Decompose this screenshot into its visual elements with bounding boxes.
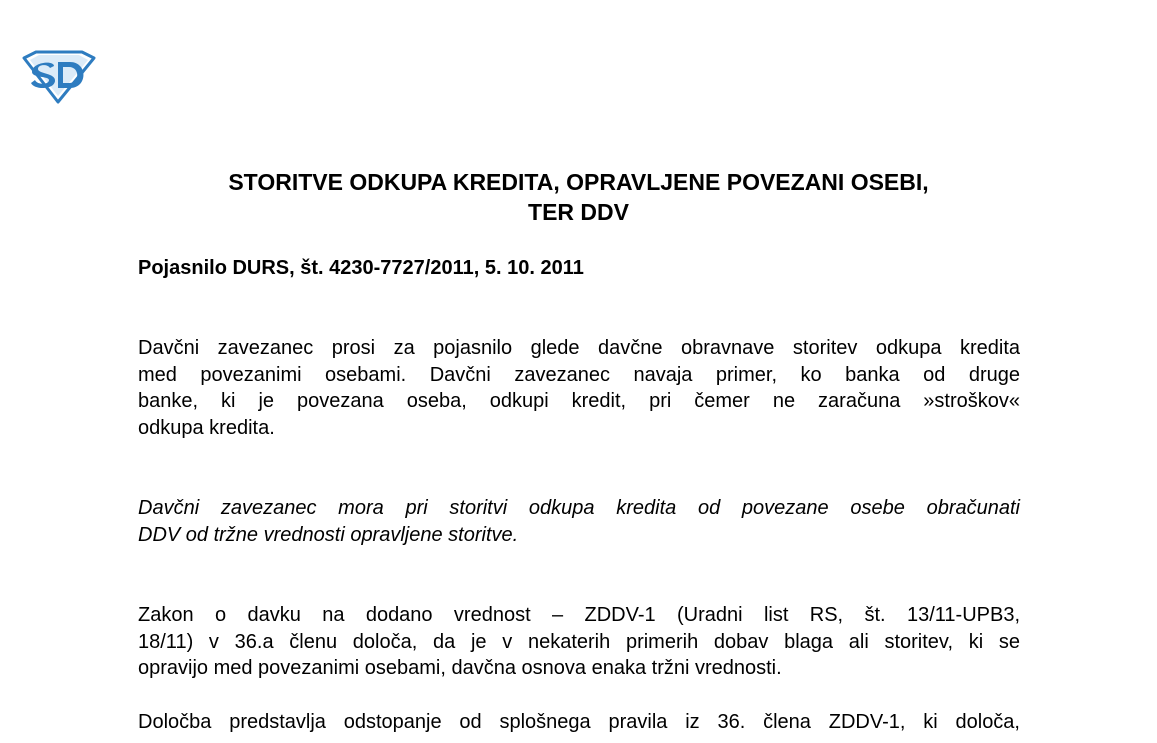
paragraph-line: Zakon o davku na dodano vrednost – ZDDV-1 (Uradni list RS, št. 13/11-UPB3, [138,604,1020,626]
paragraph-line: 18/11) v 36.a členu določa, da je v nekaterih primerih dobav blaga ali storitev, ki se [138,630,1020,653]
intro-paragraph [138,335,1020,441]
document-title [0,167,1157,227]
paragraph-line: Davčni zavezanec prosi za pojasnilo glede davčne obravnave storitev odkupa kredita [138,337,1020,359]
document-reference: Pojasnilo DURS, št. 4230-7727/2011, 5. 10. 2011 [138,257,584,279]
logo [22,50,96,104]
law-paragraph [138,602,1020,682]
provision-paragraph [138,709,1020,736]
title-line: TER DDV [528,199,629,225]
paragraph-line: med povezanimi osebami. Davčni zavezanec navaja primer, ko banka od druge [138,363,1020,386]
paragraph-line: Davčni zavezanec mora pri storitvi odkupa kredita od povezane osebe obračunati [138,497,1020,519]
paragraph-line: Določba predstavlja odstopanje od splošnega pravila iz 36. člena ZDDV-1, ki določa, [138,711,1020,733]
title-line: STORITVE ODKUPA KREDITA, OPRAVLJENE POVEZANI OSEBI, [228,169,929,195]
paragraph-line: banke, ki je povezana oseba, odkupi kredit, pri čemer ne zaračuna »stroškov« [138,390,1020,412]
paragraph-line: DDV od tržne vrednosti opravljene storitve. [138,523,519,546]
paragraph-line: odkupa kredita. [138,416,275,439]
shield-logo-icon [22,50,96,104]
paragraph-line: opravijo med povezanimi osebami, davčna osnova enaka tržni vrednosti. [138,657,782,679]
summary-paragraph [138,495,1020,548]
